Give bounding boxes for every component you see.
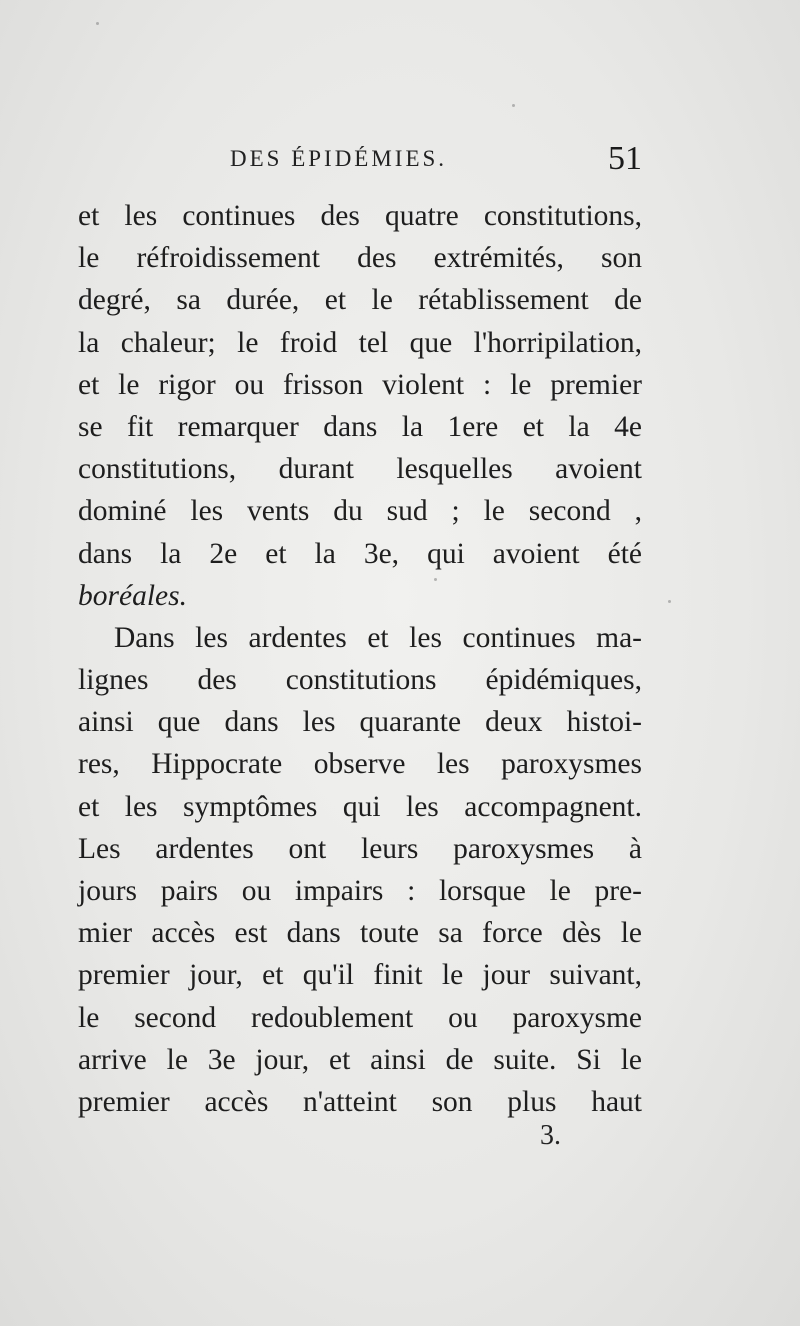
text-line: premier accès n'atteint son plus haut	[78, 1085, 642, 1118]
paper-speck	[96, 22, 99, 25]
text-line: le second redoublement ou paroxysme	[78, 1001, 642, 1034]
text-line: dominé les vents du sud ; le second ,	[78, 495, 642, 528]
paper-speck	[512, 104, 515, 107]
body-text	[78, 195, 642, 1123]
text-line: dans la 2e et la 3e, qui avoient été	[78, 537, 642, 570]
text-line: arrive le 3e jour, et ainsi de suite. Si le	[78, 1043, 642, 1076]
text-line: le réfroidissement des extrémités, son	[78, 242, 642, 275]
text-line: Dans les ardentes et les continues ma-	[114, 621, 642, 654]
text-line: et le rigor ou frisson violent : le premier	[78, 368, 642, 401]
text-line: la chaleur; le froid tel que l'horripilation,	[78, 326, 642, 359]
text-line: se fit remarquer dans la 1ere et la 4e	[78, 410, 642, 443]
text-line: premier jour, et qu'il finit le jour suivant,	[78, 959, 642, 992]
paper-speck	[434, 578, 437, 581]
text-line: mier accès est dans toute sa force dès le	[78, 917, 642, 950]
paper-speck	[668, 600, 671, 603]
text-line: Les ardentes ont leurs paroxysmes à	[78, 832, 642, 865]
text-line: ainsi que dans les quarante deux histoi-	[78, 706, 642, 739]
text-line: res, Hippocrate observe les paroxysmes	[78, 748, 642, 781]
text-line: boréales.	[78, 579, 187, 612]
text-line: et les symptômes qui les accompagnent.	[78, 790, 642, 823]
text-line: constitutions, durant lesquelles avoient	[78, 453, 642, 486]
page-header	[78, 140, 642, 180]
text-line: et les continues des quatre constitutions,	[78, 200, 642, 232]
text-line: degré, sa durée, et le rétablissement de	[78, 284, 642, 317]
text-line: jours pairs ou impairs : lorsque le pre-	[78, 875, 642, 907]
page-number: 51	[608, 140, 642, 177]
running-head: DES ÉPIDÉMIES.	[230, 146, 448, 171]
text-line: lignes des constitutions épidémiques,	[78, 664, 642, 697]
signature-mark: 3.	[540, 1120, 561, 1151]
